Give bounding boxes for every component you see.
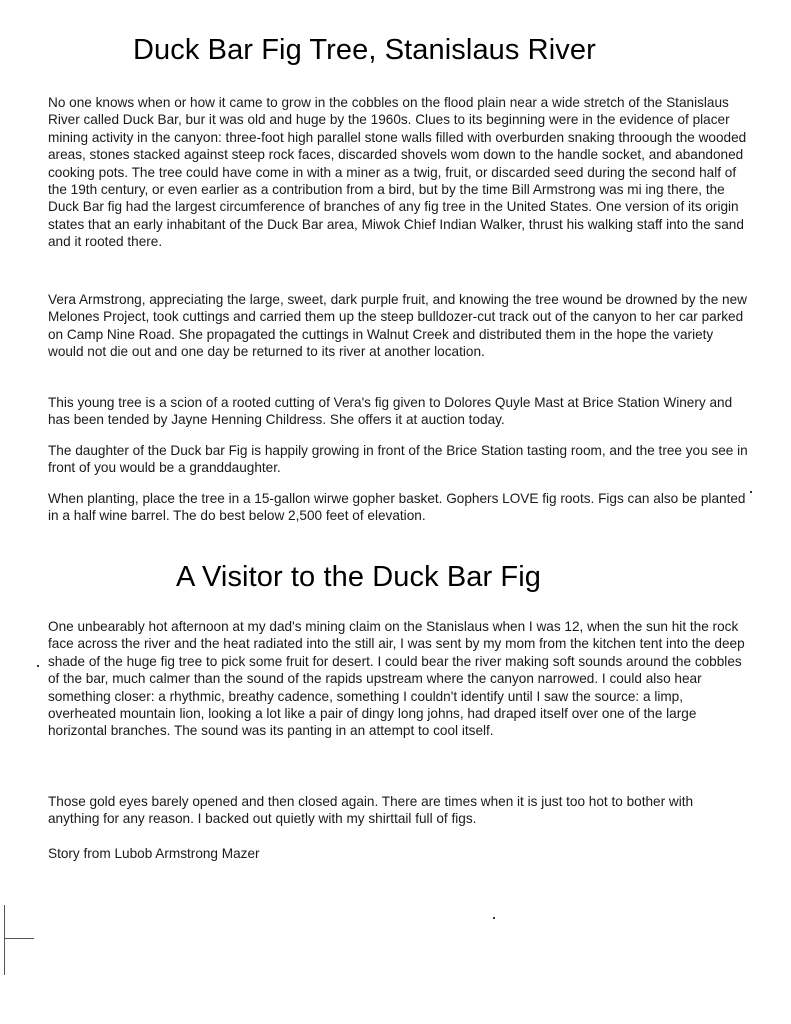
paragraph-gold-eyes: Those gold eyes barely opened and then closed again. There are times when it is just too hot to bother with anything for any reason. I backed out quietly with my shirttail full of figs. xyxy=(48,794,694,827)
scan-dot xyxy=(37,665,39,667)
paragraph-daughter: The daughter of the Duck bar Fig is happily growing in front of the Brice Station tasting room, and the tree you see in front of you would be a granddaughter. xyxy=(48,443,748,476)
paragraph-scion: This young tree is a scion of a rooted cutting of Vera's fig given to Dolores Quyle Mast at Brice Station Winery and has been tended by Jayne Henning Childress. She offers it at auction today. xyxy=(48,395,733,428)
story-title: A Visitor to the Duck Bar Fig xyxy=(176,561,542,593)
scan-dot xyxy=(750,491,752,493)
paragraph-vera: Vera Armstrong, appreciating the large, sweet, dark purple fruit, and knowing the tree wound be drowned by the new Melones Project, took cuttings and carried them up the steep bulldozer-cut track out of the canyon to her car parked on Camp Nine Road. She propagated the cuttings in Walnut Creek and distributed them in the hope the variety would not die out and one day be returned to its river at another location. xyxy=(48,292,747,360)
paragraph-origin: No one knows when or how it came to grow in the cobbles on the flood plain near a wide stretch of the Stanislaus River called Duck Bar, bur it was old and huge by the 1960s. Clues to its beginning were in the evidence of placer mining activity in the canyon: three-foot high parallel stone walls filled with overburden snaking throough the wooded areas, stones stacked against steep rock faces, discarded shovels wom down to the handle socket, and abandoned cooking pots. The tree could have come in with a miner as a twig, fruit, or discarded seed during the second half of the 19th century, or even earlier as a contribution from a bird, but by the time Bill Armstrong was mi ing there, the Duck Bar fig had the largest circumference of branches of any fig tree in the United States. One version of its origin states that an early inhabitant of the Duck Bar area, Miwok Chief Indian Walker, thrust his walking staff into the sand and it rooted there. xyxy=(48,95,747,250)
article-title: Duck Bar Fig Tree, Stanislaus River xyxy=(133,34,596,66)
scan-edge-line xyxy=(4,905,5,975)
scan-edge-mark xyxy=(4,938,34,939)
paragraph-planting: When planting, place the tree in a 15-gallon wirwe gopher basket. Gophers LOVE fig roots. Figs can also be planted in a half wine barrel. The do best below 2,500 feet of elevation. xyxy=(48,491,746,524)
scan-dot xyxy=(493,917,495,919)
paragraph-story: One unbearably hot afternoon at my dad's mining claim on the Stanislaus when I was 12, when the sun hit the rock face across the river and the heat radiated into the still air, I was sent by my mom from the kitchen tent into the deep shade of the huge fig tree to pick some fruit for desert. I could bear the river making soft sounds around the cobbles of the bar, much calmer than the sound of the rapids upstream where the canyon narrowed. I could also hear something closer: a rhythmic, breathy cadence, something I couldn't identify until I saw the source: a limp, overheated mountain lion, looking a lot like a pair of dingy long johns, had draped itself over one of the large horizontal branches. The sound was its panting in an attempt to cool itself. xyxy=(48,619,745,739)
story-credit: Story from Lubob Armstrong Mazer xyxy=(48,846,260,861)
